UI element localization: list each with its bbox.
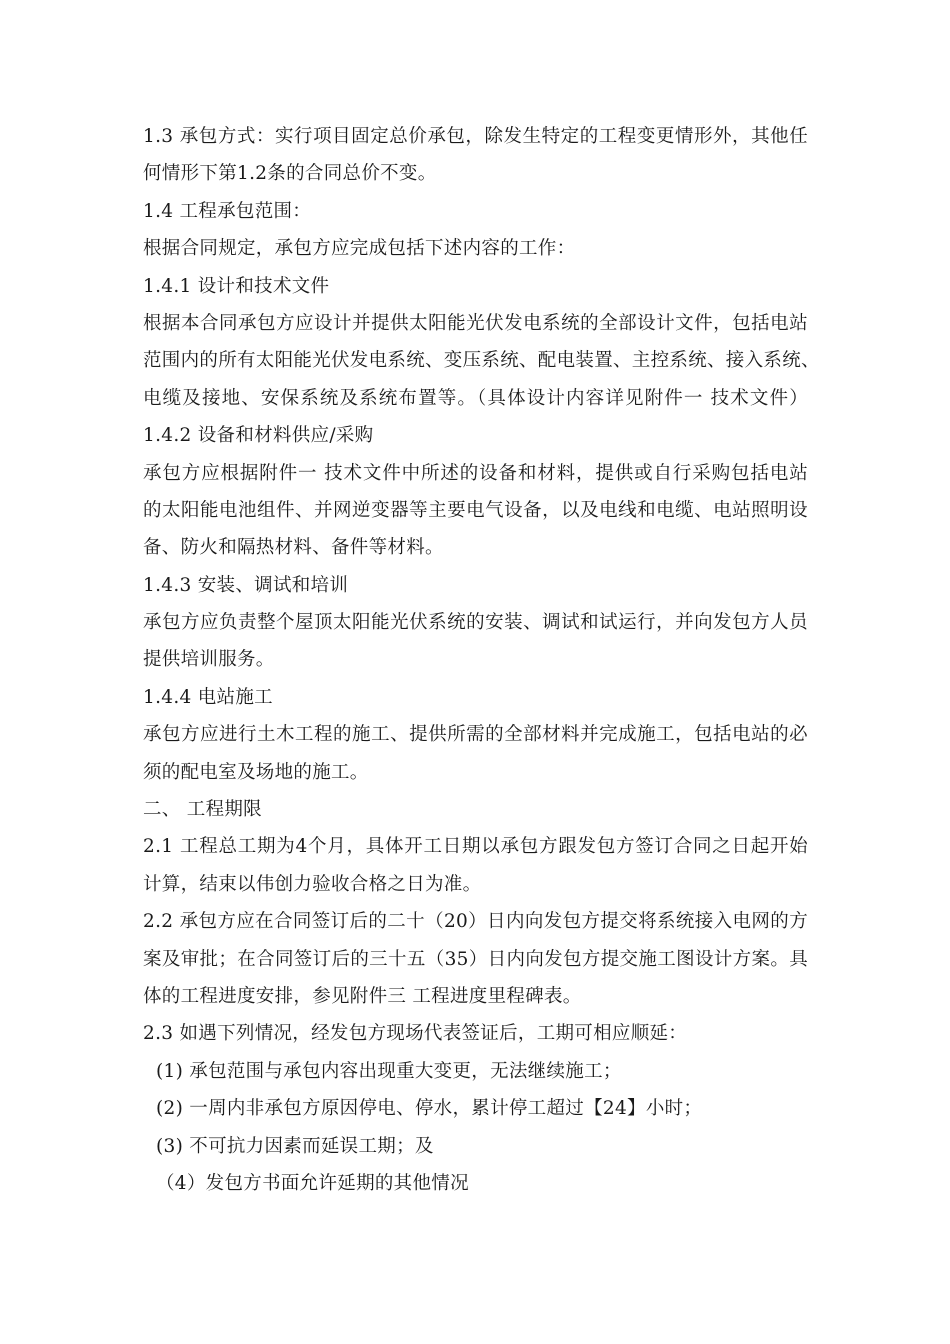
text-line: 1.4.1 设计和技术文件: [143, 275, 330, 297]
text-line: 计算，结束以伟创力验收合格之日为准。: [143, 873, 482, 895]
text-line: 案及审批；在合同签订后的三十五（35）日内向发包方提交施工图设计方案。具: [143, 948, 808, 970]
text-line: 根据本合同承包方应设计并提供太阳能光伏发电系统的全部设计文件，包括电站: [143, 312, 808, 334]
text-line: (1) 承包范围与承包内容出现重大变更，无法继续施工；: [156, 1060, 622, 1082]
text-line: （4）发包方书面允许延期的其他情况: [156, 1172, 469, 1194]
text-line: 承包方应进行土木工程的施工、提供所需的全部材料并完成施工，包括电站的必: [143, 724, 808, 746]
text-line: 2.1 工程总工期为4个月，具体开工日期以承包方跟发包方签订合同之日起开始: [143, 836, 808, 858]
text-line: 根据合同规定，承包方应完成包括下述内容的工作：: [143, 238, 576, 260]
text-line: 2.3 如遇下列情况，经发包方现场代表签证后，工期可相应顺延：: [143, 1023, 688, 1045]
text-line: 须的配电室及场地的施工。: [143, 761, 369, 783]
text-line: 1.4.3 安装、调试和培训: [143, 574, 349, 596]
text-line: 范围内的所有太阳能光伏发电系统、变压系统、配电装置、主控系统、接入系统、: [143, 350, 820, 372]
text-line: 二、 工程期限: [143, 799, 262, 821]
text-line: 何情形下第1.2条的合同总价不变。: [143, 163, 437, 185]
text-line: 电缆及接地、安保系统及系统布置等。（具体设计内容详见附件一 技术文件）: [143, 387, 808, 409]
text-line: 承包方应根据附件一 技术文件中所述的设备和材料，提供或自行采购包括电站: [143, 462, 808, 484]
text-line: 体的工程进度安排，参见附件三 工程进度里程碑表。: [143, 985, 582, 1007]
contract-text-body: [143, 118, 820, 1202]
text-line: 2.2 承包方应在合同签订后的二十（20）日内向发包方提交将系统接入电网的方: [143, 911, 808, 933]
text-line: 1.4 工程承包范围：: [143, 200, 312, 222]
text-line: 承包方应负责整个屋顶太阳能光伏系统的安装、调试和试运行，并向发包方人员: [143, 612, 808, 634]
text-line: (3) 不可抗力因素而延误工期；及: [156, 1135, 434, 1157]
text-line: 1.3 承包方式：实行项目固定总价承包，除发生特定的工程变更情形外，其他任: [143, 126, 808, 147]
text-line: (2) 一周内非承包方原因停电、停水，累计停工超过【24】小时；: [156, 1098, 703, 1120]
text-line: 的太阳能电池组件、并网逆变器等主要电气设备，以及电线和电缆、电站照明设: [143, 499, 808, 521]
text-line: 提供培训服务。: [143, 649, 275, 671]
text-line: 1.4.4 电站施工: [143, 686, 273, 708]
text-line: 备、防火和隔热材料、备件等材料。: [143, 537, 444, 559]
text-line: 1.4.2 设备和材料供应/采购: [143, 425, 374, 447]
